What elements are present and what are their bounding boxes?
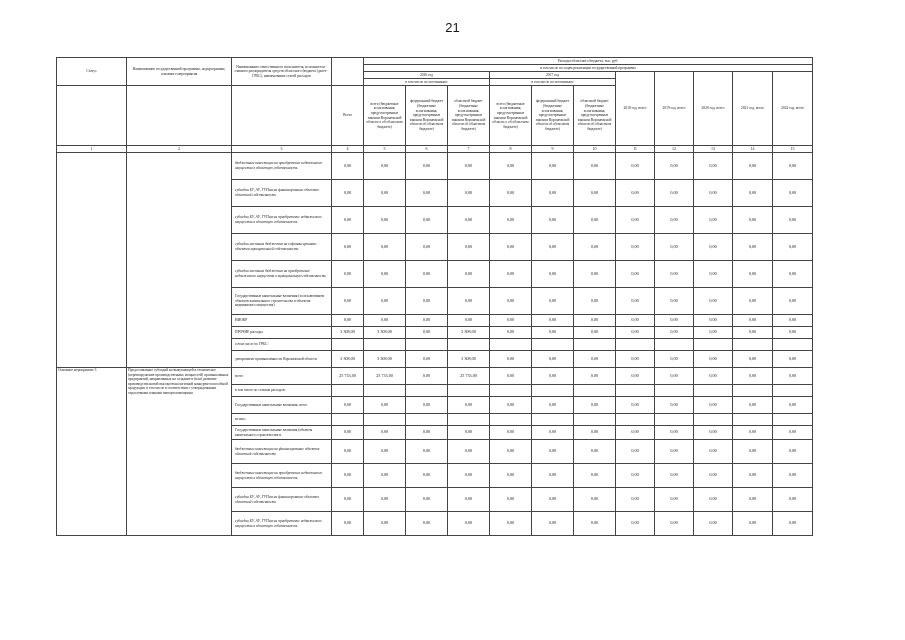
value-cell bbox=[574, 414, 616, 426]
value-cell: 0,00 bbox=[406, 464, 448, 488]
value-cell: 0,00 bbox=[532, 351, 574, 368]
column-number-row bbox=[57, 146, 813, 153]
value-cell: 0,00 bbox=[406, 397, 448, 414]
value-cell: 0,00 bbox=[655, 351, 694, 368]
value-cell: 0,00 bbox=[490, 368, 532, 385]
name-cell-empty bbox=[127, 153, 232, 368]
value-cell: 0,00 bbox=[733, 464, 773, 488]
value-cell: 0,00 bbox=[332, 315, 364, 327]
value-cell: 0,00 bbox=[694, 153, 733, 180]
value-cell bbox=[364, 414, 406, 426]
value-cell: 0,00 bbox=[694, 234, 733, 261]
value-cell: 3 308,00 bbox=[332, 351, 364, 368]
value-cell bbox=[532, 339, 574, 351]
value-cell: 0,00 bbox=[773, 488, 813, 512]
value-cell bbox=[733, 385, 773, 397]
value-cell bbox=[655, 414, 694, 426]
value-cell: 0,00 bbox=[694, 426, 733, 440]
value-cell bbox=[490, 414, 532, 426]
value-cell: 0,00 bbox=[448, 153, 490, 180]
value-cell: 0,00 bbox=[364, 180, 406, 207]
value-cell: 0,00 bbox=[490, 180, 532, 207]
value-cell: 0,00 bbox=[616, 488, 655, 512]
value-cell: 0,00 bbox=[655, 315, 694, 327]
value-cell: 0,00 bbox=[733, 288, 773, 315]
value-cell: 0,00 bbox=[655, 488, 694, 512]
value-cell: 0,00 bbox=[532, 288, 574, 315]
value-cell bbox=[532, 414, 574, 426]
row-label: субсидии местным бюджетам на софинансирование объектов муниципальной собственности bbox=[232, 234, 332, 261]
header-2016-src-a: всего (бюджетные ассигнования, предусмотренные законом Воронежской области о об областном бюджете) bbox=[364, 86, 406, 146]
value-cell: 0,00 bbox=[574, 180, 616, 207]
value-cell: 0,00 bbox=[574, 512, 616, 536]
header-executor-cont bbox=[232, 86, 332, 146]
value-cell: 0,00 bbox=[364, 426, 406, 440]
value-cell: 0,00 bbox=[574, 351, 616, 368]
value-cell bbox=[406, 385, 448, 397]
value-cell: 0,00 bbox=[332, 207, 364, 234]
value-cell: 0,00 bbox=[364, 488, 406, 512]
column-number: 5 bbox=[364, 146, 406, 153]
value-cell: 0,00 bbox=[733, 207, 773, 234]
value-cell bbox=[616, 339, 655, 351]
budget-table-sheet bbox=[56, 57, 812, 536]
value-cell: 0,00 bbox=[694, 464, 733, 488]
value-cell: 0,00 bbox=[616, 351, 655, 368]
value-cell: 0,00 bbox=[490, 327, 532, 339]
value-cell: 0,00 bbox=[694, 327, 733, 339]
value-cell: 0,00 bbox=[655, 512, 694, 536]
value-cell: 0,00 bbox=[406, 315, 448, 327]
value-cell: 0,00 bbox=[773, 351, 813, 368]
value-cell bbox=[733, 339, 773, 351]
value-cell: 0,00 bbox=[655, 464, 694, 488]
row-label: субсидии БУ, АУ, ГУПам на приобретение недвижимого имущества в областную собственность bbox=[232, 512, 332, 536]
value-cell: 0,00 bbox=[332, 488, 364, 512]
value-cell: 0,00 bbox=[655, 234, 694, 261]
value-cell bbox=[773, 385, 813, 397]
value-cell: 0,00 bbox=[733, 234, 773, 261]
value-cell: 0,00 bbox=[616, 464, 655, 488]
value-cell: 3 308,00 bbox=[332, 327, 364, 339]
value-cell: 0,00 bbox=[655, 288, 694, 315]
value-cell: 0,00 bbox=[655, 180, 694, 207]
value-cell: 0,00 bbox=[364, 397, 406, 414]
value-cell: 0,00 bbox=[332, 397, 364, 414]
row-label: НИОКР bbox=[232, 315, 332, 327]
value-cell: 0,00 bbox=[616, 207, 655, 234]
table-row bbox=[57, 153, 813, 180]
value-cell: 0,00 bbox=[616, 512, 655, 536]
value-cell: 0,00 bbox=[574, 261, 616, 288]
value-cell: 0,00 bbox=[532, 315, 574, 327]
value-cell: 3 308,00 bbox=[364, 327, 406, 339]
column-number: 9 bbox=[532, 146, 574, 153]
value-cell: 0,00 bbox=[616, 234, 655, 261]
value-cell: 0,00 bbox=[406, 288, 448, 315]
column-number: 14 bbox=[733, 146, 773, 153]
value-cell: 0,00 bbox=[733, 426, 773, 440]
value-cell: 0,00 bbox=[364, 315, 406, 327]
header-incl-2017: в том числе по источникам: bbox=[490, 79, 616, 86]
value-cell: 0,00 bbox=[364, 153, 406, 180]
header-expenses-sub: в том числе по годам реализации государственной программы bbox=[364, 65, 813, 72]
value-cell: 0,00 bbox=[332, 464, 364, 488]
value-cell: 0,00 bbox=[406, 261, 448, 288]
value-cell: 0,00 bbox=[532, 397, 574, 414]
row-label: субсидии БУ, АУ, ГУПам на финансирование объектов областной собственности bbox=[232, 180, 332, 207]
value-cell: 0,00 bbox=[574, 234, 616, 261]
value-cell: 0,00 bbox=[616, 426, 655, 440]
column-number: 11 bbox=[616, 146, 655, 153]
value-cell: 0,00 bbox=[773, 440, 813, 464]
status-cell: Основное мероприятие 3 bbox=[57, 368, 127, 536]
value-cell: 0,00 bbox=[574, 397, 616, 414]
value-cell bbox=[448, 414, 490, 426]
value-cell: 0,00 bbox=[655, 397, 694, 414]
value-cell: 0,00 bbox=[733, 512, 773, 536]
value-cell: 0,00 bbox=[733, 153, 773, 180]
value-cell: 0,00 bbox=[733, 180, 773, 207]
value-cell: 0,00 bbox=[532, 234, 574, 261]
value-cell: 0,00 bbox=[406, 512, 448, 536]
value-cell bbox=[406, 414, 448, 426]
value-cell: 0,00 bbox=[694, 488, 733, 512]
value-cell bbox=[406, 339, 448, 351]
value-cell: 0,00 bbox=[574, 464, 616, 488]
value-cell: 0,00 bbox=[490, 464, 532, 488]
value-cell: 0,00 bbox=[448, 440, 490, 464]
header-year-2020: 2020 год, всего bbox=[694, 72, 733, 146]
row-label: Государственные капитальные вложения, всего bbox=[232, 397, 332, 414]
value-cell: 0,00 bbox=[694, 351, 733, 368]
header-incl-2016: в том числе по источникам: bbox=[364, 79, 490, 86]
value-cell bbox=[616, 414, 655, 426]
value-cell: 0,00 bbox=[448, 180, 490, 207]
value-cell: 0,00 bbox=[532, 153, 574, 180]
row-label: ПРОЧИЕ расходы bbox=[232, 327, 332, 339]
row-label: бюджетные инвестиции на финансирование объектов областной собственности bbox=[232, 440, 332, 464]
row-label: в том числе по статьям расходов: bbox=[232, 385, 332, 397]
value-cell: 0,00 bbox=[448, 315, 490, 327]
value-cell: 0,00 bbox=[490, 315, 532, 327]
column-number: 10 bbox=[574, 146, 616, 153]
value-cell: 0,00 bbox=[655, 261, 694, 288]
value-cell: 0,00 bbox=[364, 207, 406, 234]
value-cell: 0,00 bbox=[773, 368, 813, 385]
value-cell: 3 308,00 bbox=[448, 351, 490, 368]
value-cell bbox=[694, 339, 733, 351]
value-cell: 0,00 bbox=[406, 426, 448, 440]
value-cell: 0,00 bbox=[532, 180, 574, 207]
value-cell: 0,00 bbox=[574, 440, 616, 464]
value-cell: 0,00 bbox=[532, 261, 574, 288]
value-cell bbox=[332, 414, 364, 426]
value-cell bbox=[364, 385, 406, 397]
value-cell bbox=[694, 414, 733, 426]
value-cell: 0,00 bbox=[694, 261, 733, 288]
value-cell: 0,00 bbox=[574, 368, 616, 385]
value-cell: 0,00 bbox=[616, 440, 655, 464]
header-expenses-title: Расходы областного бюджета, тыс. руб. bbox=[364, 58, 813, 65]
row-label: субсидии БУ, АУ, ГУПам на приобретение недвижимого имущества в областную собственность bbox=[232, 207, 332, 234]
header-year-2022: 2022 год, всего bbox=[773, 72, 813, 146]
value-cell bbox=[655, 385, 694, 397]
value-cell: 0,00 bbox=[448, 207, 490, 234]
value-cell: 0,00 bbox=[574, 426, 616, 440]
value-cell: 0,00 bbox=[773, 153, 813, 180]
value-cell: 0,00 bbox=[773, 426, 813, 440]
value-cell: 0,00 bbox=[532, 512, 574, 536]
value-cell: 0,00 bbox=[448, 397, 490, 414]
value-cell: 0,00 bbox=[532, 207, 574, 234]
column-number: 1 bbox=[57, 146, 127, 153]
value-cell: 0,00 bbox=[490, 153, 532, 180]
value-cell: 0,00 bbox=[490, 261, 532, 288]
value-cell: 0,00 bbox=[733, 440, 773, 464]
value-cell: 0,00 bbox=[332, 261, 364, 288]
value-cell: 0,00 bbox=[733, 327, 773, 339]
value-cell: 0,00 bbox=[694, 315, 733, 327]
value-cell: 3 308,00 bbox=[448, 327, 490, 339]
value-cell bbox=[616, 385, 655, 397]
value-cell: 0,00 bbox=[773, 261, 813, 288]
value-cell: 0,00 bbox=[532, 440, 574, 464]
row-label: субсидии БУ, АУ, ГУПам на финансирование объектов областной собственности bbox=[232, 488, 332, 512]
value-cell bbox=[694, 385, 733, 397]
value-cell: 25 733,00 bbox=[448, 368, 490, 385]
value-cell: 0,00 bbox=[406, 488, 448, 512]
header-2016-src-c: областной бюджет (бюджетные ассигнования, предусмотренные законом Воронежской области об областном бюджете) bbox=[448, 86, 490, 146]
value-cell: 0,00 bbox=[364, 234, 406, 261]
value-cell: 0,00 bbox=[773, 315, 813, 327]
table-body bbox=[57, 153, 813, 536]
value-cell: 0,00 bbox=[733, 488, 773, 512]
value-cell: 0,00 bbox=[694, 207, 733, 234]
header-executor: Наименование ответственного исполнителя, исполнителя - главного распорядителя средств областного бюджета (далее - ГРБС), наименование статей расходов bbox=[232, 58, 332, 86]
value-cell: 0,00 bbox=[574, 288, 616, 315]
header-status-cont bbox=[57, 86, 127, 146]
value-cell: 0,00 bbox=[773, 234, 813, 261]
value-cell: 0,00 bbox=[733, 368, 773, 385]
value-cell: 0,00 bbox=[406, 327, 448, 339]
value-cell: 0,00 bbox=[773, 397, 813, 414]
value-cell: 0,00 bbox=[490, 440, 532, 464]
value-cell: 0,00 bbox=[332, 153, 364, 180]
value-cell: 0,00 bbox=[332, 288, 364, 315]
value-cell: 0,00 bbox=[406, 440, 448, 464]
value-cell bbox=[490, 385, 532, 397]
status-cell-empty bbox=[57, 153, 127, 368]
value-cell bbox=[655, 339, 694, 351]
value-cell: 0,00 bbox=[655, 207, 694, 234]
value-cell: 0,00 bbox=[655, 153, 694, 180]
value-cell: 0,00 bbox=[364, 261, 406, 288]
column-number: 3 bbox=[232, 146, 332, 153]
value-cell: 0,00 bbox=[694, 440, 733, 464]
row-label: субсидии местным бюджетам на приобретение недвижимого имущества в муниципальную собственность bbox=[232, 261, 332, 288]
value-cell: 0,00 bbox=[490, 512, 532, 536]
value-cell: 0,00 bbox=[655, 368, 694, 385]
column-number: 8 bbox=[490, 146, 532, 153]
header-year-2019: 2019 год, всего bbox=[655, 72, 694, 146]
value-cell: 0,00 bbox=[364, 288, 406, 315]
header-year-2021: 2021 год, всего bbox=[733, 72, 773, 146]
value-cell: 0,00 bbox=[532, 488, 574, 512]
value-cell: 0,00 bbox=[490, 351, 532, 368]
row-label: всего bbox=[232, 368, 332, 385]
value-cell: 0,00 bbox=[406, 153, 448, 180]
value-cell: 0,00 bbox=[694, 368, 733, 385]
value-cell: 0,00 bbox=[490, 426, 532, 440]
value-cell: 0,00 bbox=[448, 288, 490, 315]
value-cell: 0,00 bbox=[448, 512, 490, 536]
value-cell: 0,00 bbox=[773, 180, 813, 207]
value-cell: 0,00 bbox=[616, 153, 655, 180]
table-row bbox=[57, 368, 813, 385]
value-cell: 0,00 bbox=[532, 464, 574, 488]
value-cell: 0,00 bbox=[332, 512, 364, 536]
header-2017-src-c: областной бюджет (бюджетные ассигнования, предусмотренные законом Воронежской области об областном бюджете) bbox=[574, 86, 616, 146]
value-cell: 0,00 bbox=[406, 234, 448, 261]
value-cell: 0,00 bbox=[733, 261, 773, 288]
value-cell: 0,00 bbox=[490, 207, 532, 234]
row-label: бюджетные инвестиции на приобретение недвижимого имущества в областную собственность bbox=[232, 153, 332, 180]
value-cell: 0,00 bbox=[773, 327, 813, 339]
value-cell: 0,00 bbox=[616, 327, 655, 339]
column-number: 2 bbox=[127, 146, 232, 153]
value-cell: 0,00 bbox=[532, 426, 574, 440]
header-2016-src-b: федеральный бюджет (бюджетные ассигнования, предусмотренные законом Воронежской области об областном бюджете) bbox=[406, 86, 448, 146]
value-cell: 0,00 bbox=[655, 426, 694, 440]
value-cell: 0,00 bbox=[332, 180, 364, 207]
value-cell bbox=[574, 339, 616, 351]
header-year-2016: 2016 год bbox=[364, 72, 490, 79]
value-cell: 0,00 bbox=[364, 512, 406, 536]
value-cell: 0,00 bbox=[616, 288, 655, 315]
value-cell: 0,00 bbox=[490, 488, 532, 512]
value-cell bbox=[490, 339, 532, 351]
value-cell: 0,00 bbox=[694, 397, 733, 414]
value-cell: 0,00 bbox=[332, 440, 364, 464]
header-status: Статус bbox=[57, 58, 127, 86]
value-cell bbox=[448, 385, 490, 397]
value-cell: 0,00 bbox=[616, 368, 655, 385]
value-cell: 0,00 bbox=[574, 488, 616, 512]
value-cell bbox=[364, 339, 406, 351]
value-cell: 0,00 bbox=[364, 440, 406, 464]
budget-table bbox=[56, 57, 813, 536]
value-cell: 0,00 bbox=[574, 315, 616, 327]
value-cell bbox=[733, 414, 773, 426]
value-cell: 0,00 bbox=[448, 488, 490, 512]
value-cell: 0,00 bbox=[406, 351, 448, 368]
value-cell: 25 733,00 bbox=[332, 368, 364, 385]
value-cell: 25 733,00 bbox=[364, 368, 406, 385]
value-cell bbox=[448, 339, 490, 351]
value-cell: 0,00 bbox=[773, 512, 813, 536]
value-cell bbox=[332, 385, 364, 397]
row-label: Государственные капитальные вложения (объекты капитального строительства и bbox=[232, 426, 332, 440]
value-cell: 0,00 bbox=[448, 234, 490, 261]
value-cell: 0,00 bbox=[655, 440, 694, 464]
column-number: 6 bbox=[406, 146, 448, 153]
value-cell: 0,00 bbox=[490, 288, 532, 315]
value-cell: 0,00 bbox=[332, 426, 364, 440]
row-label: Государственные капитальные вложения (за исключением объектов капитального строительства и объектов недвижимого имущества) bbox=[232, 288, 332, 315]
value-cell: 0,00 bbox=[773, 207, 813, 234]
value-cell bbox=[574, 385, 616, 397]
column-number: 12 bbox=[655, 146, 694, 153]
header-year-2018: 2018 год, всего bbox=[616, 72, 655, 146]
header-total-label: Всего bbox=[332, 86, 364, 146]
value-cell: 0,00 bbox=[616, 261, 655, 288]
row-label: в том числе по ГРБС: bbox=[232, 339, 332, 351]
value-cell: 0,00 bbox=[733, 315, 773, 327]
value-cell: 0,00 bbox=[616, 315, 655, 327]
header-name: Наименование государственной программы, подпрограммы, основного мероприятия bbox=[127, 58, 232, 86]
value-cell: 0,00 bbox=[532, 368, 574, 385]
header-2017-src-a: всего (бюджетные ассигнования, предусмотренные законом Воронежской области о об областном бюджете) bbox=[490, 86, 532, 146]
value-cell: 0,00 bbox=[448, 464, 490, 488]
value-cell: 0,00 bbox=[574, 153, 616, 180]
activity-name-cell: Предоставление субсидий на выкупающей в техническое (перевооружение производственных мощностей) промышленных предприятий, направленных на создание и (или) развитие производства новой высокотехнологичной конкурентоспособной продукции, в том числе в соответствии с утвержденными отраслевыми планами импортозамещения bbox=[127, 368, 232, 536]
value-cell: 0,00 bbox=[694, 180, 733, 207]
header-year-2017: 2017 год bbox=[490, 72, 616, 79]
value-cell: 0,00 bbox=[532, 327, 574, 339]
row-label: департамент промышленности Воронежской области bbox=[232, 351, 332, 368]
column-number: 4 bbox=[332, 146, 364, 153]
column-number: 13 bbox=[694, 146, 733, 153]
value-cell: 0,00 bbox=[733, 397, 773, 414]
value-cell: 0,00 bbox=[448, 426, 490, 440]
row-label: бюджетные инвестиции на приобретение недвижимого имущества в областную собственность bbox=[232, 464, 332, 488]
value-cell: 0,00 bbox=[490, 397, 532, 414]
value-cell bbox=[773, 414, 813, 426]
value-cell: 0,00 bbox=[448, 261, 490, 288]
value-cell: 0,00 bbox=[406, 180, 448, 207]
value-cell: 0,00 bbox=[574, 207, 616, 234]
header-name-cont bbox=[127, 86, 232, 146]
value-cell: 0,00 bbox=[574, 327, 616, 339]
value-cell: 0,00 bbox=[773, 288, 813, 315]
value-cell: 0,00 bbox=[773, 464, 813, 488]
header-2017-src-b: федеральный бюджет (бюджетные ассигнования, предусмотренные законом Воронежской области об областном бюджете) bbox=[532, 86, 574, 146]
value-cell: 0,00 bbox=[490, 234, 532, 261]
value-cell: 0,00 bbox=[694, 512, 733, 536]
value-cell: 0,00 bbox=[655, 327, 694, 339]
column-number: 7 bbox=[448, 146, 490, 153]
value-cell: 0,00 bbox=[616, 180, 655, 207]
header-total bbox=[332, 58, 364, 86]
value-cell: 0,00 bbox=[694, 288, 733, 315]
value-cell: 0,00 bbox=[332, 234, 364, 261]
page-number: 21 bbox=[445, 20, 460, 35]
value-cell: 0,00 bbox=[406, 368, 448, 385]
row-label: из них: bbox=[232, 414, 332, 426]
value-cell: 0,00 bbox=[406, 207, 448, 234]
value-cell bbox=[532, 385, 574, 397]
value-cell: 0,00 bbox=[733, 351, 773, 368]
value-cell: 0,00 bbox=[364, 464, 406, 488]
value-cell: 0,00 bbox=[616, 397, 655, 414]
value-cell: 3 308,00 bbox=[364, 351, 406, 368]
column-number: 15 bbox=[773, 146, 813, 153]
value-cell bbox=[773, 339, 813, 351]
value-cell bbox=[332, 339, 364, 351]
